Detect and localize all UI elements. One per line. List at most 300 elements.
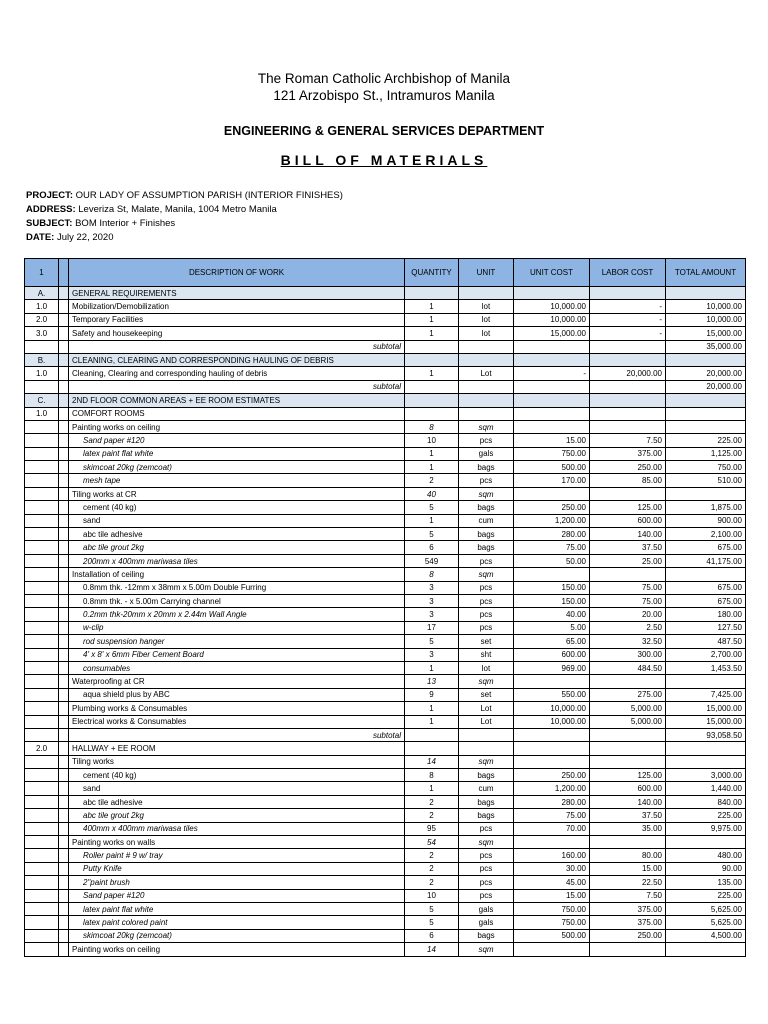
row-quantity: 17 [405,621,459,634]
row-total-amount: 225.00 [666,889,746,902]
row-quantity: 14 [405,755,459,768]
row-number [25,769,59,782]
row-unit: bags [459,795,514,808]
row-labor-cost: 75.00 [590,581,666,594]
row-total-amount: 5,625.00 [666,902,746,915]
row-unit [459,742,514,755]
row-quantity [405,394,459,407]
row-total-amount: 10,000.00 [666,300,746,313]
row-description: 0.2mm thk-20mm x 20mm x 2.44m Wall Angle [69,608,405,621]
row-number [25,434,59,447]
row-description: Tiling works [69,755,405,768]
row-quantity: 1 [405,367,459,380]
row-quantity: 6 [405,541,459,554]
row-number: 3.0 [25,327,59,340]
table-row [25,528,746,541]
row-unit: Lot [459,367,514,380]
row-description: Sand paper #120 [69,434,405,447]
row-number [25,608,59,621]
row-unit: gals [459,916,514,929]
row-quantity: 13 [405,675,459,688]
row-labor-cost: 85.00 [590,474,666,487]
row-description: Tiling works at CR [69,487,405,500]
row-number [25,889,59,902]
row-quantity [405,742,459,755]
row-unit-cost: 150.00 [514,581,590,594]
col-header-unit-cost: UNIT COST [514,259,590,287]
row-labor-cost: 140.00 [590,795,666,808]
row-labor-cost: 375.00 [590,447,666,460]
row-spacer [59,394,69,407]
row-unit-cost: 10,000.00 [514,702,590,715]
table-row [25,889,746,902]
row-unit-cost: - [514,367,590,380]
row-unit-cost: 10,000.00 [514,715,590,728]
row-number [25,514,59,527]
row-unit-cost [514,836,590,849]
row-number [25,461,59,474]
row-unit: sqm [459,675,514,688]
row-total-amount: 15,000.00 [666,327,746,340]
table-row [25,474,746,487]
row-unit-cost [514,380,590,393]
subtotal-row [25,728,746,741]
table-row [25,367,746,380]
row-description: 400mm x 400mm mariwasa tiles [69,822,405,835]
section-row [25,287,746,300]
table-row [25,434,746,447]
row-quantity: 2 [405,809,459,822]
table-row [25,782,746,795]
col-header-description: DESCRIPTION OF WORK [69,259,405,287]
row-number [25,916,59,929]
row-quantity: 8 [405,420,459,433]
row-unit: set [459,688,514,701]
row-spacer [59,795,69,808]
row-unit-cost: 969.00 [514,661,590,674]
row-unit: bags [459,501,514,514]
address-line [26,203,343,217]
row-number [25,568,59,581]
row-total-amount [666,394,746,407]
row-labor-cost [590,755,666,768]
row-description: sand [69,782,405,795]
row-labor-cost: 2.50 [590,621,666,634]
subject-line [26,217,343,231]
row-labor-cost [590,287,666,300]
row-description: GENERAL REQUIREMENTS [69,287,405,300]
table-header-row [25,259,746,287]
row-number: 1.0 [25,300,59,313]
row-total-amount: 675.00 [666,581,746,594]
row-description: skimcoat 20kg (zemcoat) [69,929,405,942]
row-unit-cost: 10,000.00 [514,313,590,326]
address-value: Leveriza St, Malate, Manila, 1004 Metro Manila [78,204,277,215]
table-row [25,327,746,340]
table-row [25,461,746,474]
row-quantity [405,407,459,420]
col-header-quantity: QUANTITY [405,259,459,287]
table-row [25,755,746,768]
row-total-amount: 1,875.00 [666,501,746,514]
row-total-amount [666,420,746,433]
row-description: 2"paint brush [69,876,405,889]
row-description: Temporary Facilities [69,313,405,326]
row-unit-cost [514,943,590,956]
row-spacer [59,728,69,741]
row-number [25,755,59,768]
row-unit: pcs [459,621,514,634]
row-description: Putty Knife [69,862,405,875]
row-description: Plumbing works & Consumables [69,702,405,715]
row-unit-cost: 50.00 [514,554,590,567]
subject-label: SUBJECT: [26,218,73,229]
row-labor-cost: 37.50 [590,809,666,822]
row-total-amount: 127.50 [666,621,746,634]
row-number [25,943,59,956]
row-unit: lot [459,327,514,340]
row-unit [459,394,514,407]
row-quantity: 1 [405,447,459,460]
row-number [25,728,59,741]
date-value: July 22, 2020 [56,232,114,243]
row-labor-cost: 5,000.00 [590,715,666,728]
row-unit: sht [459,648,514,661]
row-unit-cost [514,728,590,741]
row-labor-cost: 600.00 [590,514,666,527]
row-unit: sqm [459,755,514,768]
row-labor-cost: 484.50 [590,661,666,674]
row-spacer [59,541,69,554]
row-spacer [59,568,69,581]
row-total-amount: 15,000.00 [666,715,746,728]
row-total-amount [666,742,746,755]
row-unit [459,407,514,420]
row-total-amount: 1,125.00 [666,447,746,460]
row-total-amount: 510.00 [666,474,746,487]
row-unit-cost: 5.00 [514,621,590,634]
row-labor-cost: 7.50 [590,434,666,447]
subtotal-row [25,380,746,393]
row-unit-cost: 750.00 [514,902,590,915]
row-number: 2.0 [25,313,59,326]
row-spacer [59,742,69,755]
row-unit-cost: 15.00 [514,434,590,447]
row-quantity: 5 [405,501,459,514]
row-labor-cost: 250.00 [590,929,666,942]
row-unit [459,340,514,353]
row-description: cement (40 kg) [69,501,405,514]
row-number: C. [25,394,59,407]
row-unit-cost: 280.00 [514,528,590,541]
row-labor-cost: 80.00 [590,849,666,862]
row-unit: bags [459,929,514,942]
row-description: consumables [69,661,405,674]
row-labor-cost: 5,000.00 [590,702,666,715]
table-row [25,594,746,607]
row-labor-cost: 20,000.00 [590,367,666,380]
row-unit: bags [459,461,514,474]
row-unit-cost: 1,200.00 [514,782,590,795]
row-spacer [59,581,69,594]
row-description: sand [69,514,405,527]
row-number [25,849,59,862]
row-number [25,715,59,728]
row-unit: gals [459,447,514,460]
table-row [25,916,746,929]
row-quantity: 1 [405,702,459,715]
row-labor-cost [590,353,666,366]
row-quantity: 1 [405,661,459,674]
row-unit-cost: 750.00 [514,916,590,929]
row-quantity [405,340,459,353]
section-row [25,353,746,366]
row-unit-cost [514,287,590,300]
row-quantity [405,353,459,366]
row-unit: lot [459,313,514,326]
table-row [25,661,746,674]
table-row [25,862,746,875]
row-unit: sqm [459,568,514,581]
row-description: Waterproofing at CR [69,675,405,688]
row-number: B. [25,353,59,366]
table-row [25,541,746,554]
row-unit-cost: 15.00 [514,889,590,902]
row-total-amount: 225.00 [666,809,746,822]
table-row [25,702,746,715]
row-unit: sqm [459,943,514,956]
row-number [25,902,59,915]
row-total-amount: 35,000.00 [666,340,746,353]
row-number [25,795,59,808]
table-row [25,675,746,688]
row-spacer [59,340,69,353]
row-description: abc tile adhesive [69,528,405,541]
row-number [25,594,59,607]
row-unit: pcs [459,876,514,889]
row-quantity: 1 [405,313,459,326]
row-total-amount [666,353,746,366]
row-number [25,501,59,514]
row-description: 2ND FLOOR COMMON AREAS + EE ROOM ESTIMATES [69,394,405,407]
row-number [25,836,59,849]
row-total-amount: 15,000.00 [666,702,746,715]
row-quantity: 5 [405,528,459,541]
row-number [25,702,59,715]
row-total-amount [666,287,746,300]
table-row [25,447,746,460]
row-description: latex paint flat white [69,447,405,460]
row-total-amount: 225.00 [666,434,746,447]
row-total-amount: 9,975.00 [666,822,746,835]
project-line [26,189,343,203]
row-total-amount [666,407,746,420]
row-unit: pcs [459,594,514,607]
row-quantity: 3 [405,608,459,621]
row-labor-cost [590,487,666,500]
row-spacer [59,902,69,915]
table-row [25,420,746,433]
table-row [25,769,746,782]
row-total-amount: 675.00 [666,541,746,554]
row-description: abc tile adhesive [69,795,405,808]
row-number [25,621,59,634]
row-description: Painting works on walls [69,836,405,849]
row-description: 200mm x 400mm mariwasa tiles [69,554,405,567]
section-row [25,394,746,407]
row-unit-cost: 500.00 [514,461,590,474]
row-number [25,675,59,688]
table-row [25,313,746,326]
row-quantity: 5 [405,916,459,929]
row-spacer [59,715,69,728]
row-number [25,688,59,701]
row-total-amount: 1,453.50 [666,661,746,674]
letterhead [0,70,768,104]
row-description: aqua shield plus by ABC [69,688,405,701]
table-row [25,876,746,889]
document-title-text: BILL OF MATERIALS [280,152,488,168]
row-total-amount: 3,000.00 [666,769,746,782]
table-row [25,568,746,581]
row-labor-cost [590,728,666,741]
bom-table [24,258,746,957]
row-total-amount: 750.00 [666,461,746,474]
row-labor-cost [590,568,666,581]
subtotal-row [25,340,746,353]
row-description: Safety and housekeeping [69,327,405,340]
row-spacer [59,876,69,889]
row-number [25,661,59,674]
row-number [25,474,59,487]
row-spacer [59,809,69,822]
row-unit-cost: 30.00 [514,862,590,875]
row-number: 2.0 [25,742,59,755]
row-labor-cost [590,742,666,755]
row-number [25,929,59,942]
row-spacer [59,300,69,313]
table-row [25,514,746,527]
row-unit: sqm [459,420,514,433]
row-unit: pcs [459,581,514,594]
row-unit [459,380,514,393]
row-labor-cost [590,380,666,393]
row-quantity: 1 [405,514,459,527]
row-labor-cost: 25.00 [590,554,666,567]
row-unit: pcs [459,434,514,447]
row-unit-cost [514,755,590,768]
row-spacer [59,648,69,661]
row-quantity: 1 [405,715,459,728]
row-unit-cost: 75.00 [514,541,590,554]
table-row [25,836,746,849]
row-quantity: 2 [405,795,459,808]
row-quantity: 10 [405,434,459,447]
row-total-amount: 840.00 [666,795,746,808]
row-unit: sqm [459,836,514,849]
row-spacer [59,407,69,420]
row-labor-cost: 7.50 [590,889,666,902]
row-description: skimcoat 20kg (zemcoat) [69,461,405,474]
row-spacer [59,635,69,648]
row-unit: gals [459,902,514,915]
row-unit: set [459,635,514,648]
row-labor-cost: - [590,313,666,326]
project-value: OUR LADY OF ASSUMPTION PARISH (INTERIOR FINISHES) [75,190,343,201]
row-total-amount: 2,100.00 [666,528,746,541]
row-number [25,528,59,541]
row-number [25,581,59,594]
row-labor-cost [590,394,666,407]
row-spacer [59,822,69,835]
row-unit: pcs [459,474,514,487]
row-spacer [59,675,69,688]
row-quantity: 40 [405,487,459,500]
row-description: latex paint flat white [69,902,405,915]
row-unit-cost: 65.00 [514,635,590,648]
row-unit-cost [514,407,590,420]
row-spacer [59,501,69,514]
department-title: ENGINEERING & GENERAL SERVICES DEPARTMENT [223,124,545,138]
row-unit-cost: 250.00 [514,769,590,782]
row-spacer [59,702,69,715]
row-total-amount: 180.00 [666,608,746,621]
table-row [25,902,746,915]
row-unit-cost [514,487,590,500]
row-total-amount [666,675,746,688]
row-labor-cost [590,340,666,353]
row-labor-cost: 250.00 [590,461,666,474]
row-spacer [59,594,69,607]
row-quantity: 1 [405,300,459,313]
row-labor-cost: 275.00 [590,688,666,701]
row-quantity: 1 [405,782,459,795]
row-spacer [59,380,69,393]
row-unit-cost [514,420,590,433]
row-spacer [59,420,69,433]
row-unit-cost [514,568,590,581]
row-labor-cost [590,407,666,420]
row-quantity: 1 [405,461,459,474]
row-unit-cost: 500.00 [514,929,590,942]
row-unit-cost: 550.00 [514,688,590,701]
row-labor-cost: 37.50 [590,541,666,554]
col-header-blank [59,259,69,287]
row-unit-cost: 70.00 [514,822,590,835]
row-unit: pcs [459,862,514,875]
row-total-amount: 93,058.50 [666,728,746,741]
row-spacer [59,487,69,500]
row-spacer [59,434,69,447]
row-unit: Lot [459,702,514,715]
date-label: DATE: [26,232,55,243]
row-labor-cost [590,943,666,956]
row-total-amount: 4,500.00 [666,929,746,942]
row-labor-cost: 140.00 [590,528,666,541]
row-labor-cost: - [590,327,666,340]
row-quantity: 6 [405,929,459,942]
row-description: subtotal [69,340,405,353]
row-quantity: 1 [405,327,459,340]
row-total-amount [666,755,746,768]
row-total-amount: 20,000.00 [666,380,746,393]
row-unit: bags [459,541,514,554]
row-total-amount: 41,175.00 [666,554,746,567]
row-quantity: 3 [405,594,459,607]
row-number [25,340,59,353]
row-description: Mobilization/Demobilization [69,300,405,313]
row-quantity: 8 [405,568,459,581]
